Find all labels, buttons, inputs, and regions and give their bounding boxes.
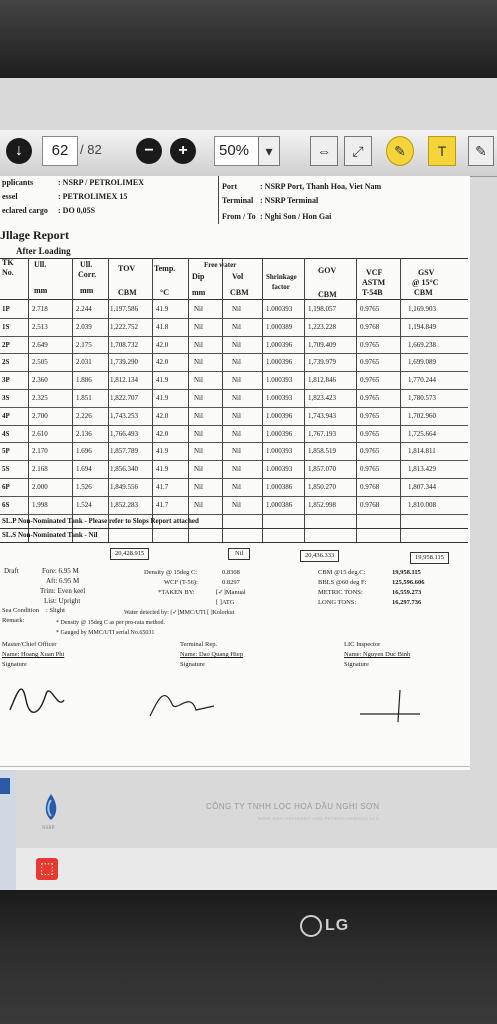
cell-ullage: 2.170 [32,447,48,456]
vessel-label: essel [2,192,18,201]
wcf-label: WCF (T-56): [164,579,198,586]
cell-gsv: 1,702.960 [408,411,436,420]
col-gsv-temp: @ 15°C [412,278,439,287]
col-corr: Corr. [78,270,97,279]
inspector-name: Name: Nguyen Duc Binh [344,651,411,658]
cell-gov: 1,739.979 [308,358,336,367]
report-title: Jllage Report [0,228,69,242]
highlight-text-icon[interactable]: T [428,136,456,166]
total-water: Nil [228,548,250,560]
table-row [0,318,468,337]
cell-ullage: 2.700 [32,411,48,420]
cell-vcf: 0.9765 [360,358,380,367]
cell-dip: Nil [194,394,203,402]
lg-brand-text: LG [325,917,350,935]
wcf-value: 0.8297 [222,579,240,586]
col-dip: Dip [192,272,205,281]
cell-vcf: 0.9765 [360,394,380,402]
long-tons-value: 16,297.736 [392,599,422,606]
total-gsv: 19,958.115 [410,552,449,564]
cell-dip: Nil [194,500,203,509]
cell-water-volume: Nil [232,305,241,313]
cell-tank: 3S [2,394,10,402]
long-tons-label: LONG TONS: [318,599,357,606]
cell-corrected-ullage: 2.136 [76,429,92,438]
cell-ullage: 2.505 [32,358,48,367]
cell-dip: Nil [194,305,203,313]
col-gov: GOV [318,266,337,275]
table-row [0,336,468,355]
slop-stbd-note: SL.S Non-Nominated Tank - Nil [2,531,98,539]
cell-dip: Nil [194,376,203,385]
table-row [0,460,468,479]
col-vol: Vol [232,272,244,281]
col-no: No. [2,268,14,277]
cell-tov: 1,856.340 [110,465,138,474]
master-signature-label: Signature [2,661,27,668]
sea-condition-value: : Slight [46,607,65,614]
draft-trim: Trim: Even keel [40,587,86,595]
cell-gov: 1,709.409 [308,340,336,349]
cell-vcf: 0.9768 [360,322,380,331]
cell-shrinkage: 1.000393 [266,376,293,385]
cell-shrinkage: 1.000396 [266,358,293,367]
cell-corrected-ullage: 1.694 [76,465,92,474]
cell-temperature: 42.0 [156,411,169,420]
cell-gov: 1,198.057 [308,305,336,313]
col-gsv: GSV [418,268,435,277]
cell-tank: 5S [2,465,10,474]
water-detected: Water detected by: [✓]MMC/UTI [ ]Kolorkut [124,610,235,616]
taken-manual: [✓]Manual [216,589,246,596]
cell-vcf: 0.9765 [360,340,380,349]
nsrp-logo-text: NSRP [42,826,55,831]
applicants-label: pplicants [2,178,34,187]
cell-gov: 1,743.943 [308,411,336,420]
table-column-divider [28,258,29,542]
cell-temperature: 41.9 [156,305,169,313]
cell-shrinkage: 1.000393 [266,447,293,456]
cell-temperature: 41.8 [156,322,169,331]
cell-gsv: 1,813.429 [408,465,436,474]
cell-tank: 5P [2,447,10,456]
sidebar-toggle-button[interactable] [0,778,10,794]
zoom-level-select[interactable]: 50% [214,136,264,166]
cell-water-volume: Nil [232,394,241,402]
cell-vcf: 0.9768 [360,500,380,509]
table-row [0,425,468,444]
table-row [0,371,468,390]
col-factor: factor [272,283,290,291]
draft-label: Draft [4,567,19,575]
col-temp: Temp. [154,264,176,273]
cell-dip: Nil [194,465,203,474]
next-page-button[interactable]: ↓ [6,138,32,164]
zoom-in-button[interactable]: + [170,138,196,164]
monitor-bezel-bottom [0,890,497,1024]
draft-aft: Aft: 6.95 M [46,577,80,585]
applicants-value: : NSRP / PETROLIMEX [58,178,145,187]
cell-shrinkage: 1.000393 [266,305,293,313]
col-gov-unit: CBM [318,290,337,299]
cell-ullage: 2.360 [32,376,48,385]
cell-corrected-ullage: 1.696 [76,447,92,456]
company-name: CÔNG TY TNHH LỌC HOÁ DẦU NGHI SƠN [206,802,380,811]
cell-temperature: 42.0 [156,429,169,438]
terminal-rep-name: Name: Dao Quang Hiep [180,651,243,658]
cell-gov: 1,857.070 [308,465,336,474]
cell-gov: 1,858.519 [308,447,336,456]
cell-gsv: 1,814.811 [408,447,436,456]
footer-divider [0,766,470,767]
cell-temperature: 41.7 [156,500,169,509]
cell-dip: Nil [194,322,203,331]
col-dip-unit: mm [192,288,206,297]
pdf-page [0,176,470,831]
remark-label: Remark: [2,617,25,624]
cell-vcf: 0.9765 [360,376,380,385]
draft-list: List: Upright [44,597,81,605]
table-column-divider [152,258,153,542]
notes-divider-2 [0,542,468,543]
cell-vcf: 0.9765 [360,305,380,313]
cell-ullage: 2.649 [32,340,48,349]
taskbar [0,848,497,890]
cell-water-volume: Nil [232,465,241,474]
sign-icon[interactable]: ✎ [468,136,494,166]
cell-tank: 1P [2,305,10,313]
cell-tov: 1,739.290 [110,358,138,367]
cell-tank: 3P [2,376,10,385]
col-tk: TK [2,258,14,267]
cell-vcf: 0.9765 [360,447,380,456]
cell-tov: 1,766.493 [110,429,138,438]
table-row [0,478,468,497]
gauged-note: * Gauged by MMC/UTI serial No.65031 [56,630,155,636]
cell-gsv: 1,699.089 [408,358,436,367]
cell-shrinkage: 1.000393 [266,394,293,402]
cell-gov: 1,823.423 [308,394,336,402]
cell-dip: Nil [194,358,203,367]
cell-tov: 1,222.752 [110,322,138,331]
total-tov: 20,428.915 [110,548,149,560]
cell-gov: 1,850.270 [308,483,336,491]
cell-vcf: 0.9765 [360,411,380,420]
cell-water-volume: Nil [232,376,241,385]
cell-temperature: 41.7 [156,483,169,491]
cell-tov: 1,708.732 [110,340,138,349]
company-subname: NGHI SON REFINERY AND PETROCHEMICAL LLC [258,816,380,821]
cell-tov: 1,743.253 [110,411,138,420]
table-row [0,496,468,515]
cell-shrinkage: 1.000396 [266,429,293,438]
cell-corrected-ullage: 2.244 [76,305,92,313]
table-row [0,353,468,372]
density-value: 0.8308 [222,569,240,576]
cell-shrinkage: 1.000386 [266,500,293,509]
bbls-label: BBLS @60 deg F: [318,579,367,586]
col-vol-unit: CBM [230,288,249,297]
cargo-value: : DO 0,05S [58,206,96,215]
cell-gsv: 1,770.244 [408,376,436,385]
cell-tov: 1,812.134 [110,376,138,385]
col-tov-unit: CBM [118,288,137,297]
cell-temperature: 42.0 [156,340,169,349]
cell-gov: 1,812.846 [308,376,336,385]
metric-tons-value: 16,559.273 [392,589,422,596]
sea-condition-label: Sea Condition [2,607,40,614]
cell-water-volume: Nil [232,322,241,331]
taken-atg: [ ]ATG [216,599,235,606]
cell-corrected-ullage: 1.524 [76,500,92,509]
master-title: Master/Chief Officer [2,641,57,648]
cell-corrected-ullage: 1.526 [76,483,92,491]
table-column-divider [222,258,223,542]
taken-by-label: *TAKEN BY: [158,589,195,596]
fit-width-icon[interactable]: ⇔ [310,136,338,166]
cell-corrected-ullage: 2.031 [76,358,92,367]
terminal-value: : NSRP Terminal [260,196,319,205]
inspector-signature-label: Signature [344,661,369,668]
col-temp-unit: °C [160,288,169,297]
col-vcf: VCF [366,268,383,277]
col-gsv-unit: CBM [414,288,433,297]
cell-temperature: 42.0 [156,358,169,367]
comment-icon[interactable]: ✎ [386,136,414,166]
table-column-divider [356,258,357,542]
density-note: * Density @ 15deg C as per pro-rata method. [56,620,165,626]
cell-water-volume: Nil [232,340,241,349]
table-column-divider [108,258,109,542]
cell-gsv: 1,725.664 [408,429,436,438]
cell-tov: 1,197.586 [110,305,138,313]
cell-water-volume: Nil [232,500,241,509]
cell-tov: 1,849.556 [110,483,138,491]
notes-divider [0,528,468,529]
fit-page-icon[interactable]: ⤢ [344,136,372,166]
page-total: / 82 [80,142,102,157]
col-tov: TOV [118,264,136,273]
cbm15-value: 19,958.115 [392,569,421,576]
cell-tank: 2P [2,340,10,349]
cell-ullage: 2.610 [32,429,48,438]
cell-shrinkage: 1.000386 [266,483,293,491]
cell-ullage: 2.513 [32,322,48,331]
cell-gsv: 1,669.238 [408,340,436,349]
cell-dip: Nil [194,447,203,456]
cell-temperature: 41.9 [156,376,169,385]
table-column-divider [262,258,263,542]
table-row [0,300,468,319]
cell-gsv: 1,780.573 [408,394,436,402]
cell-water-volume: Nil [232,411,241,420]
inspector-title: LIC Inspector [344,641,381,648]
cbm15-label: CBM @15 deg.C: [318,569,366,576]
cell-tank: 6S [2,500,10,509]
density-label: Density @ 15deg C: [144,569,198,576]
terminal-rep-signature-label: Signature [180,661,205,668]
cell-tank: 6P [2,483,10,491]
col-astm: ASTM [362,278,386,287]
terminal-label: Terminal [222,196,254,205]
col-ull: Ull. [34,260,47,269]
cell-tank: 4S [2,429,10,438]
report-subtitle: After Loading [16,246,71,256]
cell-gov: 1,767.193 [308,429,336,438]
cell-gsv: 1,807.344 [408,483,436,491]
port-value: : NSRP Port, Thanh Hoa, Viet Nam [260,182,382,191]
table-column-divider [400,258,401,542]
cell-tov: 1,852.283 [110,500,138,509]
zoom-dropdown-chevron-icon[interactable]: ▾ [258,136,280,166]
cell-corrected-ullage: 2.039 [76,322,92,331]
draft-fore: Fore: 6.95 M [42,567,79,575]
cell-gsv: 1,169.903 [408,305,436,313]
from-to-label: From / To [222,212,256,221]
col-t54b: T-54B [362,288,383,297]
cell-corrected-ullage: 1.851 [76,394,92,402]
cell-shrinkage: 1.000393 [266,465,293,474]
cell-tank: 2S [2,358,10,367]
cell-water-volume: Nil [232,483,241,491]
cell-dip: Nil [194,411,203,420]
col-ull-corr: Ull. [80,260,93,269]
nsrp-logo-icon [40,792,62,822]
metric-tons-label: METRIC TONS: [318,589,363,596]
lg-brand-logo [300,915,349,937]
cell-dip: Nil [194,340,203,349]
cargo-label: eclared cargo [2,206,48,215]
col-ull-unit: mm [34,286,48,295]
cell-corrected-ullage: 1.886 [76,376,92,385]
monitor-bezel-top [0,0,497,78]
cell-shrinkage: 1.000396 [266,411,293,420]
cell-vcf: 0.9765 [360,429,380,438]
cell-corrected-ullage: 2.226 [76,411,92,420]
cell-gov: 1,852.998 [308,500,336,509]
cell-corrected-ullage: 2.175 [76,340,92,349]
zoom-out-button[interactable]: − [136,138,162,164]
handwritten-signatures [0,670,470,730]
cell-tov: 1,822.707 [110,394,138,402]
col-shrinkage: Shrinkage [266,273,297,281]
vessel-value: : PETROLIMEX 15 [58,192,128,201]
cell-gov: 1,223.228 [308,322,336,331]
cell-vcf: 0.9768 [360,483,380,491]
cell-shrinkage: 1.000396 [266,340,293,349]
master-name: Name: Hoang Xuan Phi [2,651,65,658]
port-label: Port [222,182,238,191]
from-to-value: : Nghi Son / Hon Gai [260,212,332,221]
pdf-toolbar [0,130,497,177]
col-corr-unit: mm [80,286,94,295]
cell-dip: Nil [194,483,203,491]
table-row [0,389,468,408]
table-row [0,442,468,461]
cell-ullage: 2.718 [32,305,48,313]
table-column-divider [188,258,189,542]
cell-tov: 1,857.789 [110,447,138,456]
total-gov: 20,436.333 [300,550,339,562]
cell-water-volume: Nil [232,429,241,438]
table-row [0,407,468,426]
cell-dip: Nil [194,429,203,438]
cell-temperature: 41.9 [156,394,169,402]
cell-gsv: 1,194.849 [408,322,436,331]
cell-ullage: 2.168 [32,465,48,474]
terminal-rep-title: Terminal Rep. [180,641,218,648]
bbls-value: 125,596.606 [392,579,425,586]
cell-shrinkage: 1.000389 [266,322,293,331]
table-column-divider [72,258,73,542]
table-column-divider [304,258,305,542]
pdf-app-icon[interactable]: ⬚ [36,858,58,880]
cell-gsv: 1,810.008 [408,500,436,509]
cell-temperature: 41.9 [156,447,169,456]
page-number-input[interactable]: 62 [42,136,78,166]
cell-tank: 1S [2,322,10,331]
cell-ullage: 1.998 [32,500,48,509]
cell-tank: 4P [2,411,10,420]
cell-ullage: 2.000 [32,483,48,491]
cell-water-volume: Nil [232,358,241,367]
cell-ullage: 2.325 [32,394,48,402]
col-free-water: Free water [204,261,237,269]
cell-vcf: 0.9765 [360,465,380,474]
cell-water-volume: Nil [232,447,241,456]
lg-circle-icon [300,915,322,937]
slop-port-note: SL.P Non-Nominated Tank - Please refer to Slops Report attached [2,517,199,525]
cell-temperature: 41.9 [156,465,169,474]
